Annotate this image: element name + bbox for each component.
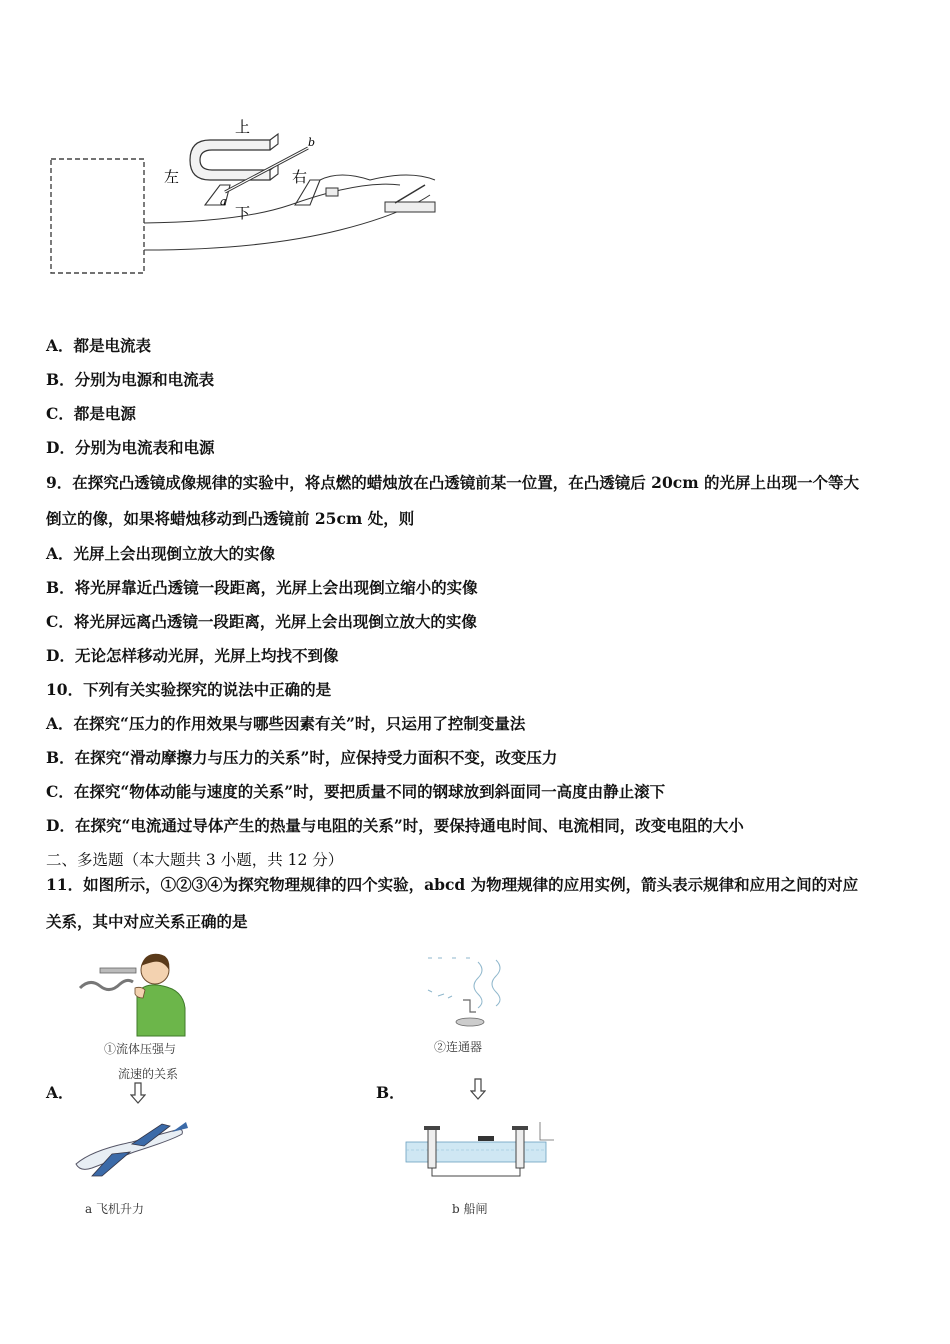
q10-option-d: D．在探究“电流通过导体产生的热量与电阻的关系”时，要保持通电时间、电流相同，改变电阻的大小 — [46, 816, 744, 835]
q8-option-a: A．都是电流表 — [46, 336, 152, 355]
q10-stem: 10．下列有关实验探究的说法中正确的是 — [46, 680, 332, 699]
q9-stem-line1: 9．在探究凸透镜成像规律的实验中，将点燃的蜡烛放在凸透镜前某一位置，在凸透镜后 20cm 的光屏上出现一个等大 — [46, 473, 859, 492]
fig1-caption-line2: 流速的关系 — [118, 1067, 179, 1081]
q9-option-a: A．光屏上会出现倒立放大的实像 — [46, 544, 276, 563]
label-right: 右 — [292, 168, 308, 186]
q9-option-d: D．无论怎样移动光屏，光屏上均找不到像 — [46, 646, 339, 665]
q8-figure — [40, 110, 460, 285]
app-b-caption: b 船闸 — [452, 1202, 488, 1216]
arrow-down-icon — [470, 1078, 486, 1100]
q11-option-b-label: B． — [376, 1083, 405, 1102]
unknown-device-box — [51, 159, 144, 273]
fig1-caption-line1: ①流体压强与 — [104, 1042, 177, 1056]
fig2-caption: ②连通器 — [434, 1040, 483, 1054]
q9-option-c: C．将光屏远离凸透镜一段距离，光屏上会出现倒立放大的实像 — [46, 612, 477, 631]
app-a-caption: a 飞机升力 — [85, 1202, 144, 1216]
q8-option-c: C．都是电源 — [46, 404, 136, 423]
q11-stem-line2: 关系，其中对应关系正确的是 — [46, 912, 248, 931]
app-a-airplane — [72, 1120, 192, 1180]
app-b-ship-lock — [400, 1120, 560, 1180]
q11-option-a-label: A． — [46, 1083, 74, 1102]
q11-stem-line1: 11．如图所示，①②③④为探究物理规律的四个实验，abcd 为物理规律的应用实例，箭头表示规律和应用之间的对应 — [46, 875, 859, 894]
q10-option-a: A．在探究“压力的作用效果与哪些因素有关”时，只运用了控制变量法 — [46, 714, 526, 733]
q10-option-b: B．在探究“滑动摩擦力与压力的关系”时，应保持受力面积不变，改变压力 — [46, 748, 558, 767]
label-b: b — [308, 136, 316, 149]
fig1-boy-blowing-paper — [75, 948, 195, 1038]
section-heading: 二、多选题（本大题共 3 小题，共 12 分） — [46, 851, 344, 869]
fig2-connected-vessels — [418, 950, 528, 1030]
wire-1 — [144, 184, 400, 223]
label-down: 下 — [235, 204, 251, 222]
q10-option-c: C．在探究“物体动能与速度的关系”时，要把质量不同的钢球放到斜面同一高度由静止滚下 — [46, 782, 666, 801]
switch-base — [385, 202, 435, 212]
q8-option-b: B．分别为电源和电流表 — [46, 370, 215, 389]
label-left: 左 — [164, 168, 180, 186]
label-up: 上 — [235, 118, 251, 136]
q9-stem-line2: 倒立的像，如果将蜡烛移动到凸透镜前 25cm 处，则 — [46, 509, 415, 528]
q8-option-d: D．分别为电流表和电源 — [46, 438, 215, 457]
arrow-down-icon — [130, 1082, 146, 1104]
wire-3 — [320, 175, 435, 180]
q9-option-b: B．将光屏靠近凸透镜一段距离，光屏上会出现倒立缩小的实像 — [46, 578, 478, 597]
label-a: a — [220, 195, 227, 208]
